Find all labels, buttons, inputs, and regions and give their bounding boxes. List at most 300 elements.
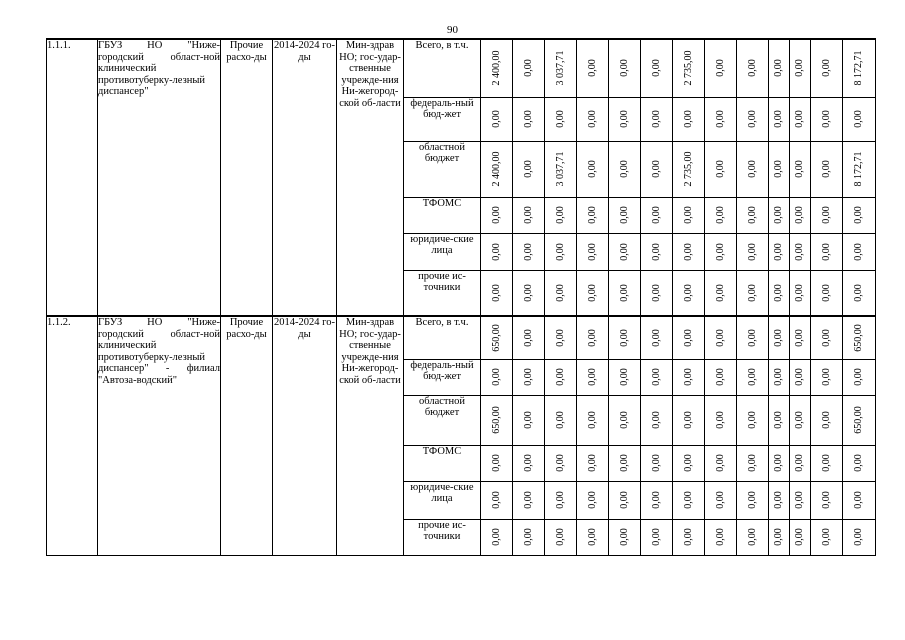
value-cell — [811, 197, 843, 233]
value-text: 0,00 — [490, 284, 502, 302]
funding-source-label: областной бюджет — [404, 395, 481, 445]
value-cell — [513, 481, 545, 519]
value-cell — [641, 359, 673, 395]
value-text: 0,00 — [794, 206, 805, 224]
value-cell — [705, 359, 737, 395]
value-text: 0,00 — [820, 284, 832, 302]
value-cell — [513, 270, 545, 316]
value-text: 0,00 — [522, 454, 534, 472]
value-text: 0,00 — [586, 329, 598, 347]
value-cell — [609, 97, 641, 141]
value-text: 0,00 — [554, 206, 566, 224]
value-text: 0,00 — [490, 454, 502, 472]
executor-cell: Мин-здрав НО; гос-удар-ственные учрежде-ния Ни-жегород-ской об-ласти — [337, 39, 404, 316]
value-cell — [481, 519, 513, 555]
value-cell — [577, 395, 609, 445]
value-text: 0,00 — [682, 411, 694, 429]
value-cell — [641, 233, 673, 270]
value-cell — [577, 519, 609, 555]
value-cell — [609, 197, 641, 233]
period-cell: 2014-2024 го-ды — [273, 39, 337, 316]
value-text: 0,00 — [714, 454, 726, 472]
value-cell — [811, 316, 843, 359]
value-cell — [641, 395, 673, 445]
value-cell — [705, 519, 737, 555]
value-cell — [609, 519, 641, 555]
value-text: 0,00 — [773, 242, 784, 261]
value-cell — [737, 316, 769, 359]
value-cell — [769, 197, 790, 233]
value-cell — [737, 519, 769, 555]
value-cell — [843, 519, 876, 555]
value-cell — [705, 316, 737, 359]
value-cell — [513, 197, 545, 233]
value-text: 0,00 — [853, 491, 864, 509]
value-cell — [545, 270, 577, 316]
value-cell — [545, 445, 577, 481]
value-text: 0,00 — [773, 59, 784, 77]
value-cell — [609, 39, 641, 97]
value-text: 2 400,00 — [490, 50, 502, 86]
value-text: 0,00 — [618, 160, 630, 178]
value-cell — [737, 481, 769, 519]
value-text: 0,00 — [554, 491, 566, 509]
table-row — [47, 316, 876, 359]
value-text: 0,00 — [714, 329, 726, 347]
value-text: 0,00 — [820, 160, 832, 178]
value-text: 0,00 — [618, 368, 630, 386]
value-text: 0,00 — [820, 368, 832, 386]
value-cell — [790, 359, 811, 395]
value-text: 0,00 — [682, 206, 694, 224]
value-text: 0,00 — [773, 454, 784, 472]
value-text: 3 037,71 — [554, 50, 566, 86]
value-cell — [843, 39, 876, 97]
value-cell — [545, 233, 577, 270]
value-cell — [811, 395, 843, 445]
value-cell — [811, 270, 843, 316]
value-cell — [577, 270, 609, 316]
value-text: 0,00 — [586, 160, 598, 178]
value-cell — [737, 197, 769, 233]
value-cell — [705, 39, 737, 97]
value-text: 0,00 — [650, 284, 662, 302]
value-cell — [705, 445, 737, 481]
value-text: 0,00 — [586, 206, 598, 224]
value-text: 0,00 — [522, 284, 534, 302]
value-text: 0,00 — [522, 368, 534, 386]
value-text: 0,00 — [820, 110, 832, 128]
value-text: 0,00 — [714, 59, 726, 77]
value-cell — [790, 197, 811, 233]
value-cell — [481, 270, 513, 316]
value-cell — [513, 395, 545, 445]
value-cell — [769, 445, 790, 481]
value-text: 0,00 — [820, 329, 832, 347]
value-text: 0,00 — [554, 368, 566, 386]
value-text: 0,00 — [714, 528, 726, 546]
value-cell — [577, 233, 609, 270]
value-cell — [609, 445, 641, 481]
value-cell — [769, 97, 790, 141]
value-cell — [811, 445, 843, 481]
value-cell — [673, 359, 705, 395]
value-text: 0,00 — [586, 110, 598, 128]
value-cell — [811, 233, 843, 270]
value-text: 0,00 — [490, 242, 502, 261]
value-cell — [790, 316, 811, 359]
value-text: 0,00 — [820, 491, 832, 509]
value-cell — [609, 270, 641, 316]
value-cell — [545, 316, 577, 359]
value-cell — [577, 316, 609, 359]
value-cell — [577, 197, 609, 233]
value-cell — [609, 316, 641, 359]
value-cell — [769, 359, 790, 395]
value-cell — [513, 359, 545, 395]
value-cell — [673, 481, 705, 519]
value-cell — [545, 97, 577, 141]
value-cell — [481, 39, 513, 97]
value-text: 0,00 — [586, 368, 598, 386]
value-text: 0,00 — [853, 368, 864, 386]
value-text: 0,00 — [853, 284, 864, 302]
value-text: 0,00 — [554, 242, 566, 261]
funding-source-label: прочие ис-точники — [404, 519, 481, 555]
funding-source-label: Всего, в т.ч. — [404, 316, 481, 359]
value-cell — [811, 481, 843, 519]
value-text: 0,00 — [650, 206, 662, 224]
value-text: 0,00 — [820, 411, 832, 429]
value-cell — [513, 445, 545, 481]
value-cell — [481, 316, 513, 359]
value-cell — [641, 97, 673, 141]
value-cell — [609, 141, 641, 197]
value-text: 0,00 — [682, 454, 694, 472]
value-text: 0,00 — [820, 206, 832, 224]
value-cell — [769, 395, 790, 445]
value-text: 0,00 — [746, 242, 758, 261]
value-cell — [481, 97, 513, 141]
value-text: 0,00 — [773, 284, 784, 302]
value-text: 0,00 — [650, 411, 662, 429]
value-text: 0,00 — [490, 528, 502, 546]
value-text: 0,00 — [650, 368, 662, 386]
value-cell — [577, 39, 609, 97]
value-text: 0,00 — [618, 528, 630, 546]
organization-cell: ГБУЗ НО "Ниже-городский област-ной клинический противотуберку-лезный диспансер" — [98, 39, 221, 316]
value-text: 0,00 — [820, 242, 832, 261]
value-text: 0,00 — [650, 59, 662, 77]
funding-source-label: юридиче-ские лица — [404, 233, 481, 270]
value-text: 0,00 — [586, 491, 598, 509]
value-cell — [545, 197, 577, 233]
value-cell — [737, 39, 769, 97]
value-cell — [481, 481, 513, 519]
value-cell — [705, 97, 737, 141]
value-text: 8 172,71 — [853, 151, 864, 187]
value-cell — [641, 197, 673, 233]
value-text: 0,00 — [650, 528, 662, 546]
expense-type-cell: Прочие расхо-ды — [221, 39, 273, 316]
value-cell — [843, 141, 876, 197]
value-text: 0,00 — [618, 284, 630, 302]
value-text: 0,00 — [820, 528, 832, 546]
table-row — [47, 39, 876, 97]
value-text: 0,00 — [554, 284, 566, 302]
value-text: 0,00 — [714, 110, 726, 128]
value-cell — [481, 445, 513, 481]
value-cell — [790, 519, 811, 555]
row-number: 1.1.2. — [47, 316, 98, 555]
value-text: 0,00 — [618, 242, 630, 261]
value-text: 0,00 — [714, 206, 726, 224]
value-text: 0,00 — [682, 491, 694, 509]
value-text: 0,00 — [522, 206, 534, 224]
value-cell — [790, 445, 811, 481]
value-text: 0,00 — [554, 411, 566, 429]
value-text: 0,00 — [853, 110, 864, 128]
value-cell — [705, 141, 737, 197]
value-cell — [790, 481, 811, 519]
value-text: 0,00 — [714, 242, 726, 261]
value-text: 0,00 — [794, 110, 805, 128]
value-cell — [641, 481, 673, 519]
funding-source-label: областной бюджет — [404, 141, 481, 197]
value-cell — [481, 359, 513, 395]
value-cell — [843, 445, 876, 481]
value-cell — [545, 519, 577, 555]
value-cell — [843, 395, 876, 445]
value-cell — [737, 270, 769, 316]
value-cell — [513, 141, 545, 197]
value-cell — [790, 141, 811, 197]
value-cell — [545, 395, 577, 445]
value-cell — [843, 359, 876, 395]
value-text: 0,00 — [554, 329, 566, 347]
value-text: 0,00 — [586, 59, 598, 77]
value-cell — [641, 316, 673, 359]
value-text: 0,00 — [522, 329, 534, 347]
value-text: 0,00 — [650, 110, 662, 128]
value-cell — [769, 270, 790, 316]
value-text: 0,00 — [746, 491, 758, 509]
value-cell — [545, 39, 577, 97]
value-cell — [641, 141, 673, 197]
value-text: 0,00 — [490, 110, 502, 128]
value-cell — [641, 519, 673, 555]
value-text: 0,00 — [522, 160, 534, 178]
value-cell — [673, 270, 705, 316]
value-cell — [673, 316, 705, 359]
value-text: 0,00 — [794, 242, 805, 261]
value-cell — [641, 270, 673, 316]
funding-source-label: ТФОМС — [404, 445, 481, 481]
value-text: 8 172,71 — [853, 50, 864, 86]
value-text: 0,00 — [682, 242, 694, 261]
value-cell — [673, 519, 705, 555]
value-text: 0,00 — [618, 59, 630, 77]
value-text: 0,00 — [714, 160, 726, 178]
value-cell — [843, 233, 876, 270]
value-text: 0,00 — [618, 411, 630, 429]
value-text: 0,00 — [650, 242, 662, 261]
value-cell — [513, 316, 545, 359]
value-cell — [577, 445, 609, 481]
value-cell — [737, 97, 769, 141]
value-cell — [737, 445, 769, 481]
value-cell — [513, 233, 545, 270]
value-text: 0,00 — [618, 454, 630, 472]
value-cell — [481, 197, 513, 233]
value-text: 0,00 — [794, 411, 805, 429]
value-cell — [641, 445, 673, 481]
value-text: 0,00 — [773, 110, 784, 128]
value-text: 0,00 — [522, 491, 534, 509]
value-text: 0,00 — [773, 329, 784, 347]
value-text: 0,00 — [586, 411, 598, 429]
funding-source-label: ТФОМС — [404, 197, 481, 233]
value-text: 0,00 — [522, 528, 534, 546]
value-cell — [811, 519, 843, 555]
value-text: 0,00 — [554, 110, 566, 128]
value-text: 0,00 — [714, 368, 726, 386]
value-text: 0,00 — [714, 411, 726, 429]
value-cell — [769, 519, 790, 555]
value-cell — [769, 233, 790, 270]
value-text: 0,00 — [746, 160, 758, 178]
value-text: 0,00 — [853, 528, 864, 546]
value-cell — [769, 481, 790, 519]
value-text: 0,00 — [618, 110, 630, 128]
value-cell — [705, 481, 737, 519]
value-cell — [705, 395, 737, 445]
value-text: 0,00 — [650, 491, 662, 509]
value-cell — [545, 481, 577, 519]
value-text: 0,00 — [682, 284, 694, 302]
value-cell — [513, 519, 545, 555]
value-cell — [811, 359, 843, 395]
value-cell — [481, 141, 513, 197]
value-text: 0,00 — [490, 491, 502, 509]
value-text: 0,00 — [746, 368, 758, 386]
value-text: 0,00 — [746, 110, 758, 128]
value-cell — [609, 359, 641, 395]
value-cell — [609, 395, 641, 445]
value-text: 2 735,00 — [682, 151, 694, 187]
value-cell — [790, 233, 811, 270]
value-text: 0,00 — [820, 59, 832, 77]
value-cell — [737, 395, 769, 445]
value-text: 2 735,00 — [682, 50, 694, 86]
funding-source-label: федераль-ный бюд-жет — [404, 359, 481, 395]
value-cell — [811, 97, 843, 141]
value-text: 0,00 — [618, 491, 630, 509]
value-cell — [673, 445, 705, 481]
value-cell — [737, 141, 769, 197]
value-text: 0,00 — [554, 528, 566, 546]
value-cell — [577, 481, 609, 519]
value-text: 0,00 — [794, 329, 805, 347]
value-cell — [705, 270, 737, 316]
value-text: 0,00 — [714, 491, 726, 509]
value-text: 0,00 — [853, 242, 864, 261]
value-cell — [705, 233, 737, 270]
value-cell — [481, 233, 513, 270]
value-cell — [577, 97, 609, 141]
value-text: 0,00 — [714, 284, 726, 302]
value-cell — [545, 359, 577, 395]
value-cell — [545, 141, 577, 197]
budget-table — [46, 38, 876, 556]
value-text: 0,00 — [618, 329, 630, 347]
value-text: 650,00 — [853, 324, 864, 352]
value-text: 0,00 — [794, 454, 805, 472]
value-cell — [843, 97, 876, 141]
funding-source-label: прочие ис-точники — [404, 270, 481, 316]
value-text: 0,00 — [773, 411, 784, 429]
value-cell — [513, 97, 545, 141]
value-text: 0,00 — [794, 284, 805, 302]
value-cell — [843, 316, 876, 359]
expense-type-cell: Прочие расхо-ды — [221, 316, 273, 555]
value-cell — [790, 39, 811, 97]
value-text: 0,00 — [746, 329, 758, 347]
value-text: 2 400,00 — [490, 151, 502, 187]
value-text: 0,00 — [554, 454, 566, 472]
value-cell — [673, 197, 705, 233]
value-text: 0,00 — [490, 368, 502, 386]
value-text: 0,00 — [773, 206, 784, 224]
value-text: 3 037,71 — [554, 151, 566, 187]
value-cell — [843, 197, 876, 233]
value-text: 0,00 — [682, 329, 694, 347]
value-text: 0,00 — [682, 110, 694, 128]
value-text: 0,00 — [773, 491, 784, 509]
value-text: 0,00 — [682, 368, 694, 386]
value-cell — [577, 141, 609, 197]
value-cell — [811, 39, 843, 97]
value-cell — [790, 395, 811, 445]
value-text: 0,00 — [746, 528, 758, 546]
value-text: 0,00 — [586, 528, 598, 546]
value-text: 0,00 — [682, 528, 694, 546]
value-text: 0,00 — [522, 242, 534, 261]
row-number: 1.1.1. — [47, 39, 98, 316]
value-cell — [769, 39, 790, 97]
value-text: 0,00 — [490, 206, 502, 224]
value-cell — [609, 233, 641, 270]
value-cell — [673, 141, 705, 197]
value-text: 0,00 — [650, 454, 662, 472]
value-cell — [737, 359, 769, 395]
value-cell — [843, 270, 876, 316]
value-cell — [609, 481, 641, 519]
value-text: 0,00 — [853, 454, 864, 472]
value-text: 0,00 — [522, 411, 534, 429]
value-text: 0,00 — [794, 528, 805, 546]
funding-source-label: Всего, в т.ч. — [404, 39, 481, 97]
value-text: 0,00 — [586, 454, 598, 472]
value-cell — [513, 39, 545, 97]
value-text: 0,00 — [746, 411, 758, 429]
executor-cell: Мин-здрав НО; гос-удар-ственные учрежде-ния Ни-жегород-ской об-ласти — [337, 316, 404, 555]
page-number: 90 — [447, 24, 458, 36]
value-cell — [737, 233, 769, 270]
value-text: 0,00 — [773, 368, 784, 386]
value-text: 0,00 — [820, 454, 832, 472]
value-text: 0,00 — [650, 329, 662, 347]
